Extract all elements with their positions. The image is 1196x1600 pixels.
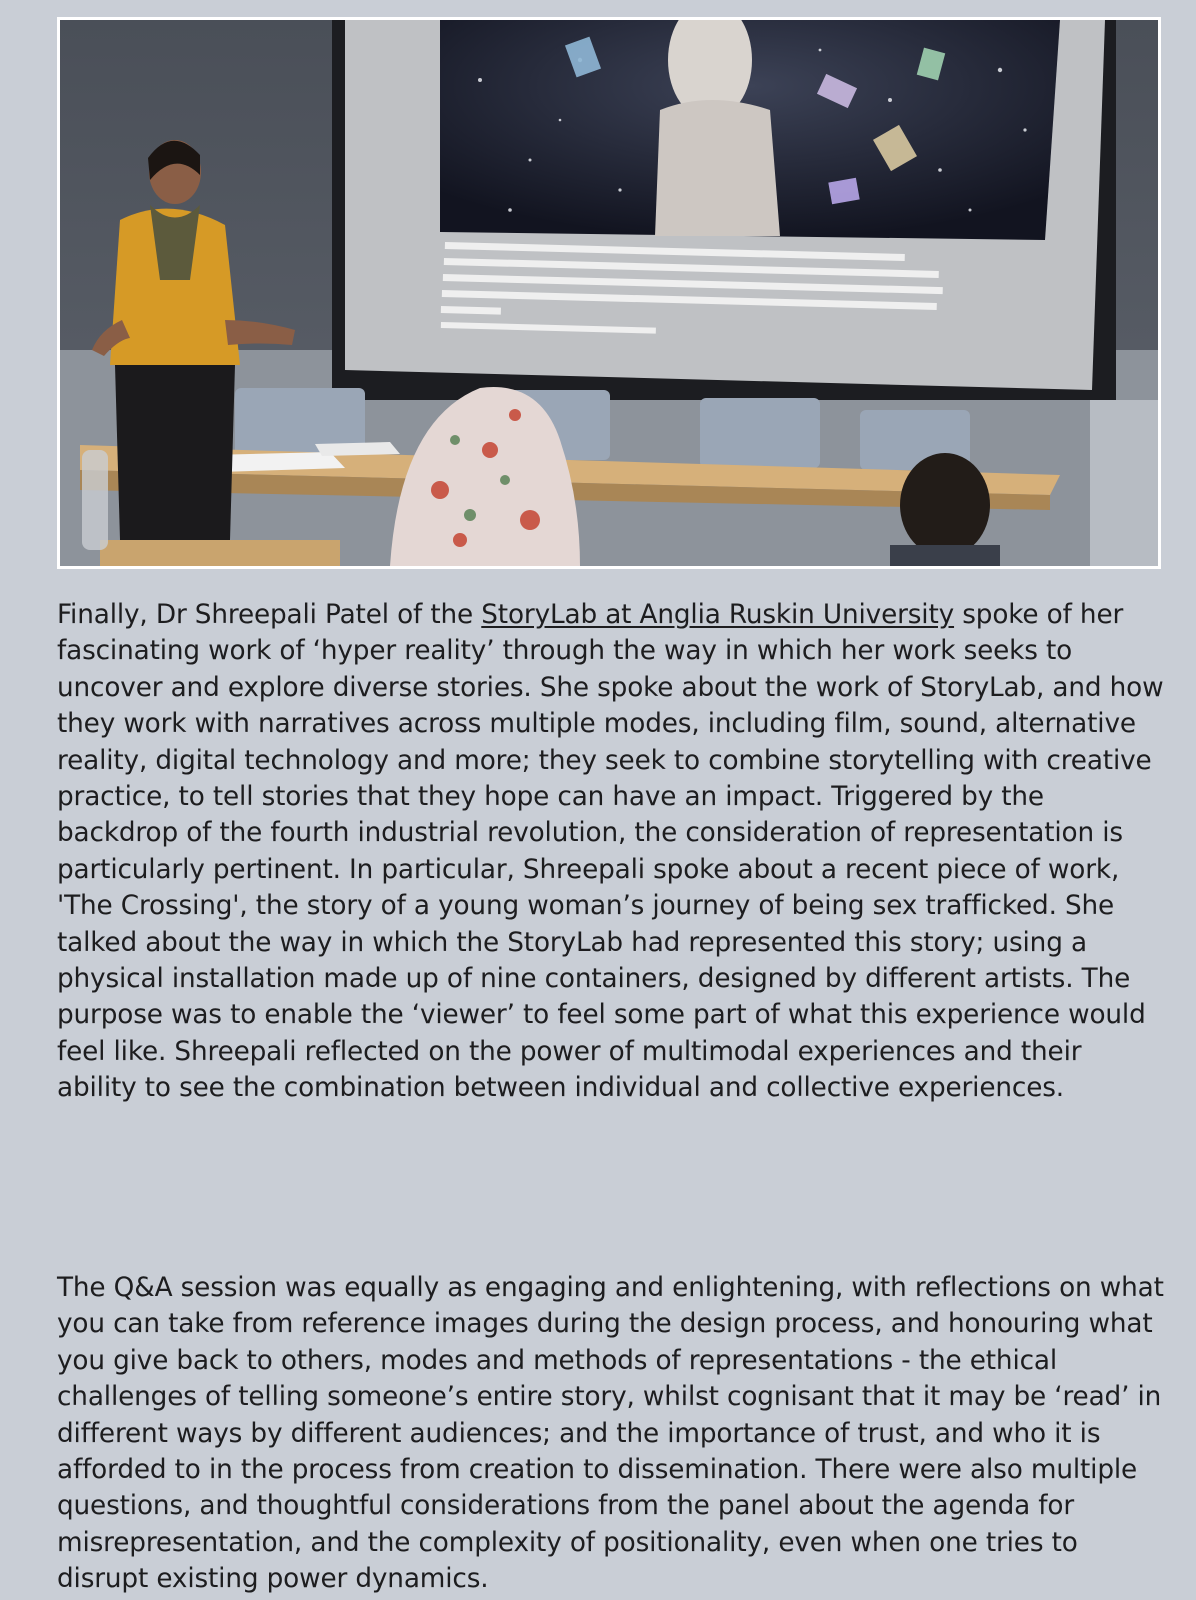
lecture-photo [57,17,1161,569]
paragraph-storylab-body: spoke of her fascinating work of ‘hyper reality’ through the way in which her work seeks to uncover and explore diverse stories. She spoke about the work of StoryLab, and how they work with narratives across multiple modes, including film, sound, alternative reality, digital technology and more; they seek to combine storytelling with creative practice, to tell stories that they hope can have an impact. Triggered by the backdrop of the fourth industrial revolution, the consideration of representation is particularly pertinent. In particular, Shreepali spoke about a recent piece of work, 'The Crossing', the story of a young woman’s journey of being sex trafficked. She talked about the way in which the StoryLab had represented this story; using a physical installation made up of nine containers, designed by different artists. The purpose was to enable the ‘viewer’ to feel some part of what this experience would feel like. Shreepali reflected on the power of multimodal experiences and their ability to see the combination between individual and collective experiences. [57,600,1164,1104]
storylab-link[interactable]: StoryLab at Anglia Ruskin University [481,600,955,630]
paragraph-storylab [57,597,1167,1107]
lecture-photo-illustration [60,20,1158,566]
paragraph-qa-session: The Q&A session was equally as engaging and enlightening, with reflections on what you can take from reference images during the design process, and honouring what you give back to others, modes and methods of representations - the ethical challenges of telling someone’s entire story, whilst cognisant that it may be ‘read’ in different ways by different audiences; and the importance of trust, and who it is afforded to in the process from creation to dissemination. There were also multiple questions, and thoughtful considerations from the panel about the agenda for misrepresentation, and the complexity of positionality, even when one tries to disrupt existing power dynamics. [57,1273,1164,1595]
paragraph-storylab-intro: Finally, Dr Shreepali Patel of the [57,600,482,630]
